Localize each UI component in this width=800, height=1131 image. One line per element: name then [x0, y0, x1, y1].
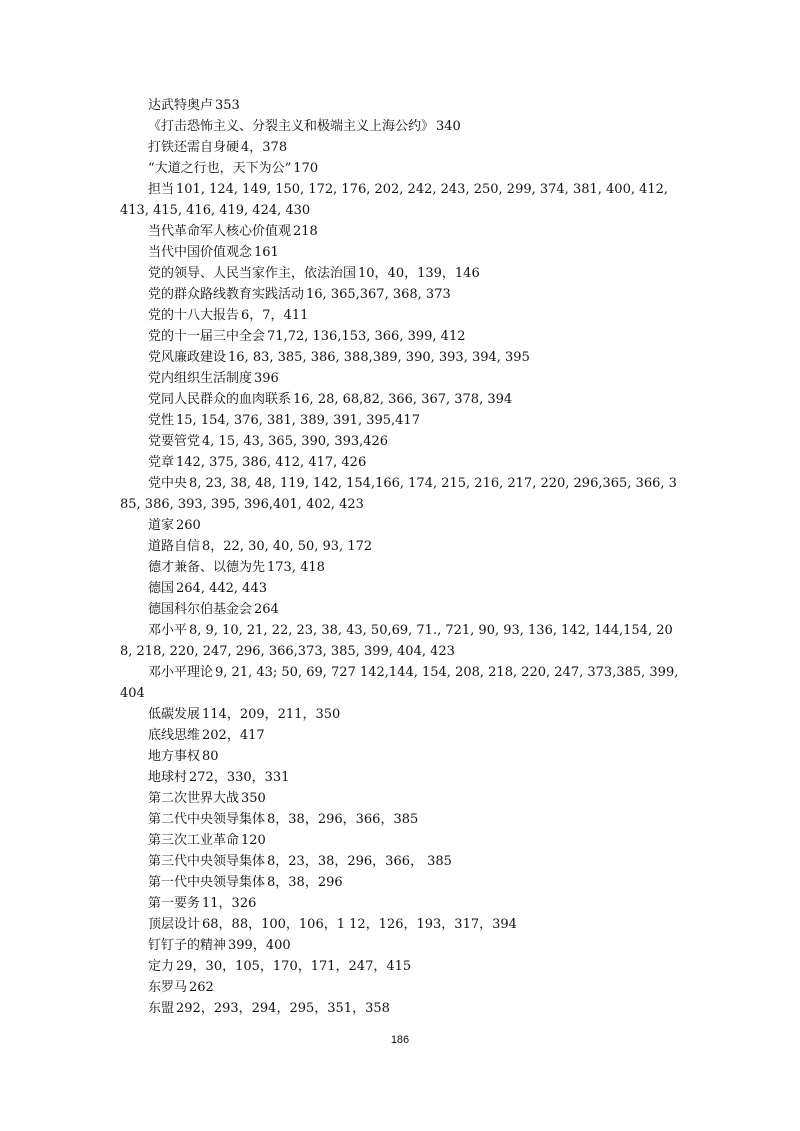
index-term: 邓小平理论: [148, 665, 214, 680]
index-term: 打铁还需自身硬: [148, 140, 240, 155]
index-entry: [120, 725, 680, 746]
index-term: 定力: [148, 959, 175, 974]
index-entry: [120, 347, 680, 368]
index-page-refs: 396: [254, 371, 279, 386]
index-entry: [120, 305, 680, 326]
index-page-refs: 8，38，296，366，385: [267, 812, 419, 827]
index-term: 党内组织生活制度: [148, 371, 253, 386]
index-term: 道路自信: [148, 539, 201, 554]
index-term: 党的十一届三中全会: [148, 329, 266, 344]
index-page-refs: 142, 375, 386, 412, 417, 426: [176, 455, 367, 470]
index-page-refs: 8，38，296: [267, 875, 343, 890]
index-entry: [120, 368, 680, 389]
index-entry: [120, 452, 680, 473]
index-entry: [120, 557, 680, 578]
index-term: 德国: [148, 581, 175, 596]
index-entry: [120, 221, 680, 242]
index-page-refs: 120: [241, 833, 266, 848]
index-entry-list: [120, 95, 680, 1019]
index-entry: [120, 473, 680, 515]
index-page-refs: 15, 154, 376, 381, 389, 391, 395,417: [176, 413, 420, 428]
index-term: 地方事权: [148, 749, 201, 764]
index-term: 第一代中央领导集体: [148, 875, 266, 890]
index-page-refs: 173, 418: [267, 560, 325, 575]
index-page-refs: 6，7，411: [241, 308, 309, 323]
index-entry: [120, 746, 680, 767]
index-entry: [120, 935, 680, 956]
index-entry: [120, 599, 680, 620]
index-term: 邓小平: [148, 623, 188, 638]
index-page-refs: 170: [293, 161, 319, 176]
index-term: 党性: [148, 413, 175, 428]
index-entry: [120, 515, 680, 536]
index-page-refs: 101, 124, 149, 150, 172, 176, 202, 242, 243, 250, 299, 374, 381, 400, 412, 413, 415, 416, 419, 424, 430: [120, 182, 669, 218]
index-entry: [120, 326, 680, 347]
index-entry: [120, 137, 680, 158]
index-page-refs: 272，330，331: [189, 770, 290, 785]
index-term: 当代革命军人核心价值观: [148, 224, 292, 239]
index-page-refs: 10，40，139，146: [358, 266, 480, 281]
index-term: 低碳发展: [148, 707, 201, 722]
index-entry: [120, 977, 680, 998]
index-term: 党的群众路线教育实践活动: [148, 287, 305, 302]
index-page-refs: 218: [293, 224, 318, 239]
index-entry: [120, 851, 680, 872]
index-entry: [120, 95, 680, 116]
index-page-refs: 340: [436, 119, 461, 134]
index-entry: [120, 788, 680, 809]
index-entry: [120, 998, 680, 1019]
index-entry: [120, 263, 680, 284]
index-page-refs: 399，400: [228, 938, 291, 953]
index-entry: [120, 158, 680, 179]
index-term: 达武特奥卢: [148, 98, 214, 113]
index-term: 钉钉子的精神: [148, 938, 227, 953]
index-entry: [120, 809, 680, 830]
index-page-refs: 292，293，294，295，351，358: [176, 1001, 390, 1016]
index-page-refs: 4，378: [241, 140, 288, 155]
index-term: 《打击恐怖主义、分裂主义和极端主义上海公约》: [148, 119, 435, 134]
index-page-refs: 114，209，211，350: [202, 707, 341, 722]
index-term: 第三次工业革命: [148, 833, 240, 848]
index-term: 党的领导、人民当家作主，依法治国: [148, 266, 357, 281]
index-entry: [120, 431, 680, 452]
index-page-refs: 11，326: [202, 896, 257, 911]
index-page-refs: 8，23，38，296，366， 385: [267, 854, 452, 869]
index-page-refs: 16, 365,367, 368, 373: [306, 287, 451, 302]
index-term: 党要管党: [148, 434, 201, 449]
index-page-refs: 264, 442, 443: [176, 581, 267, 596]
index-page-refs: 80: [202, 749, 219, 764]
index-page-refs: 262: [189, 980, 214, 995]
index-entry: [120, 284, 680, 305]
index-term: 德国科尔伯基金会: [148, 602, 253, 617]
index-term: 党中央: [148, 476, 188, 491]
index-term: 第二次世界大战: [148, 791, 240, 806]
index-term: 党章: [148, 455, 175, 470]
index-term: 底线思维: [148, 728, 201, 743]
index-entry: [120, 578, 680, 599]
index-page-refs: 71,72, 136,153, 366, 399, 412: [267, 329, 466, 344]
index-entry: [120, 956, 680, 977]
index-entry: [120, 179, 680, 221]
index-page-refs: 16, 83, 385, 386, 388,389, 390, 393, 394, 395: [228, 350, 530, 365]
index-entry: [120, 620, 680, 662]
index-term: 东罗马: [148, 980, 188, 995]
index-entry: [120, 242, 680, 263]
index-entry: [120, 389, 680, 410]
index-page-refs: 8, 9, 10, 21, 22, 23, 38, 43, 50,69, 71., 721, 90, 93, 136, 142, 144,154, 208, 218, 220, 247, 296, 366,373, 385, 399, 404, 423: [120, 623, 673, 659]
index-entry: [120, 893, 680, 914]
index-entry: [120, 767, 680, 788]
index-term: 党同人民群众的血肉联系: [148, 392, 292, 407]
index-entry: [120, 830, 680, 851]
index-term: “大道之行也，天下为公”: [148, 161, 292, 176]
index-page-refs: 8，22, 30, 40, 50, 93, 172: [202, 539, 373, 554]
index-page-refs: 264: [254, 602, 279, 617]
index-page-refs: 16, 28, 68,82, 366, 367, 378, 394: [293, 392, 513, 407]
index-term: 第一要务: [148, 896, 201, 911]
index-entry: [120, 704, 680, 725]
index-entry: [120, 116, 680, 137]
index-term: 党风廉政建设: [148, 350, 227, 365]
index-page-refs: 68，88，100，106，1 12，126，193，317，394: [202, 917, 517, 932]
index-entry: [120, 662, 680, 704]
index-page-refs: 202，417: [202, 728, 265, 743]
page-number: 186: [390, 1034, 410, 1046]
index-entry: [120, 536, 680, 557]
index-term: 担当: [148, 182, 175, 197]
index-entry: [120, 872, 680, 893]
index-page-refs: 4, 15, 43, 365, 390, 393,426: [202, 434, 389, 449]
index-page-refs: 350: [241, 791, 266, 806]
index-term: 地球村: [148, 770, 188, 785]
index-term: 德才兼备、以德为先: [148, 560, 266, 575]
index-term: 第二代中央领导集体: [148, 812, 266, 827]
index-term: 当代中国价值观念: [148, 245, 253, 260]
index-page-refs: 353: [215, 98, 240, 113]
index-term: 顶层设计: [148, 917, 201, 932]
index-term: 东盟: [148, 1001, 175, 1016]
index-term: 道家: [148, 518, 175, 533]
index-term: 第三代中央领导集体: [148, 854, 266, 869]
index-entry: [120, 914, 680, 935]
index-page-refs: 260: [176, 518, 201, 533]
index-page-refs: 161: [254, 245, 279, 260]
index-page-refs: 29，30，105，170，171，247，415: [176, 959, 412, 974]
index-term: 党的十八大报告: [148, 308, 240, 323]
index-page-refs: 9, 21, 43; 50, 69, 727 142,144, 154, 208, 218, 220, 247, 373,385, 399, 404: [120, 665, 679, 701]
index-page-refs: 8, 23, 38, 48, 119, 142, 154,166, 174, 215, 216, 217, 220, 296,365, 366, 385, 386, 393, 395, 396,401, 402, 423: [120, 476, 677, 512]
index-entry: [120, 410, 680, 431]
